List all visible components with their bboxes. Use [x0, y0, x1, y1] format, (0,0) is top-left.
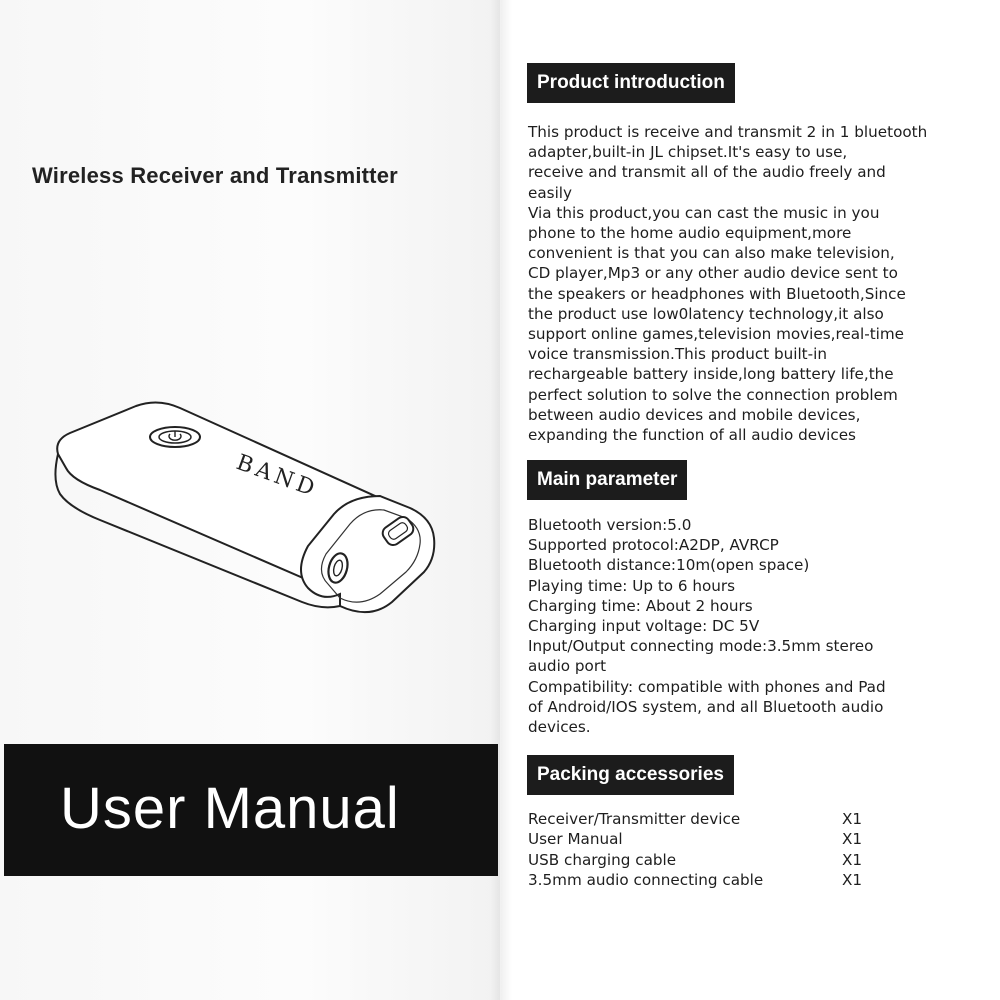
list-item	[528, 809, 882, 829]
list-item	[528, 870, 882, 890]
parameter-line: Bluetooth version:5.0	[528, 516, 692, 534]
parameter-line: audio port	[528, 657, 607, 676]
intro-line: between audio devices and mobile devices,	[528, 405, 861, 424]
packing-item-qty: X1	[842, 871, 863, 890]
parameter-line: Compatibility: compatible with phones and Pad	[528, 677, 886, 696]
packing-item-name: User Manual	[528, 830, 623, 849]
intro-line: Via this product,you can cast the music in you	[528, 203, 880, 222]
packing-item-name: Receiver/Transmitter device	[528, 810, 741, 828]
list-item	[528, 829, 882, 849]
product-introduction-text	[528, 122, 927, 445]
parameter-line: of Android/IOS system, and all Bluetooth audio	[528, 697, 884, 716]
product-introduction-header: Product introduction	[527, 63, 735, 103]
parameter-line: Supported protocol:A2DP, AVRCP	[528, 536, 779, 555]
intro-line: convenient is that you can also make television,	[528, 244, 895, 263]
packing-list	[528, 809, 882, 891]
intro-line: adapter,built-in JL chipset.It's easy to use,	[528, 143, 848, 162]
intro-line: CD player,Mp3 or any other audio device sent to	[528, 264, 898, 283]
parameter-line: devices.	[528, 718, 591, 737]
intro-line: expanding the function of all audio devices	[528, 426, 856, 445]
parameter-line: Bluetooth distance:10m(open space)	[528, 556, 810, 575]
packing-accessories-header: Packing accessories	[527, 755, 734, 795]
parameter-line: Playing time: Up to 6 hours	[528, 576, 736, 595]
manual-title: User Manual	[60, 776, 400, 841]
device-brand-label: BAND	[232, 450, 322, 503]
main-parameter-text	[528, 515, 886, 737]
intro-line: the speakers or headphones with Bluetooth,Since	[528, 284, 906, 303]
intro-line: easily	[528, 183, 572, 202]
device-illustration	[40, 388, 450, 623]
packing-item-name: USB charging cable	[528, 850, 677, 869]
packing-item-name: 3.5mm audio connecting cable	[528, 871, 764, 890]
parameter-line: Input/Output connecting mode:3.5mm stereo	[528, 637, 874, 656]
intro-line: perfect solution to solve the connection problem	[528, 385, 898, 404]
parameter-line: Charging time: About 2 hours	[528, 596, 753, 615]
intro-line: phone to the home audio equipment,more	[528, 224, 852, 243]
intro-line: voice transmission.This product built-in	[528, 345, 827, 364]
intro-line: rechargeable battery inside,long battery life,the	[528, 365, 894, 384]
power-button-icon	[150, 427, 200, 447]
intro-line: This product is receive and transmit 2 in 1 bluetooth	[528, 123, 928, 141]
packing-item-qty: X1	[842, 850, 863, 869]
product-subtitle: Wireless Receiver and Transmitter	[32, 163, 398, 188]
main-parameter-header: Main parameter	[527, 460, 687, 500]
list-item	[528, 850, 882, 870]
intro-line: support online games,television movies,real-time	[528, 325, 905, 344]
intro-line: receive and transmit all of the audio freely and	[528, 163, 886, 182]
parameter-line: Charging input voltage: DC 5V	[528, 617, 760, 636]
packing-item-qty: X1	[842, 810, 863, 828]
packing-item-qty: X1	[842, 830, 863, 849]
intro-line: the product use low0latency technology,it also	[528, 304, 884, 323]
